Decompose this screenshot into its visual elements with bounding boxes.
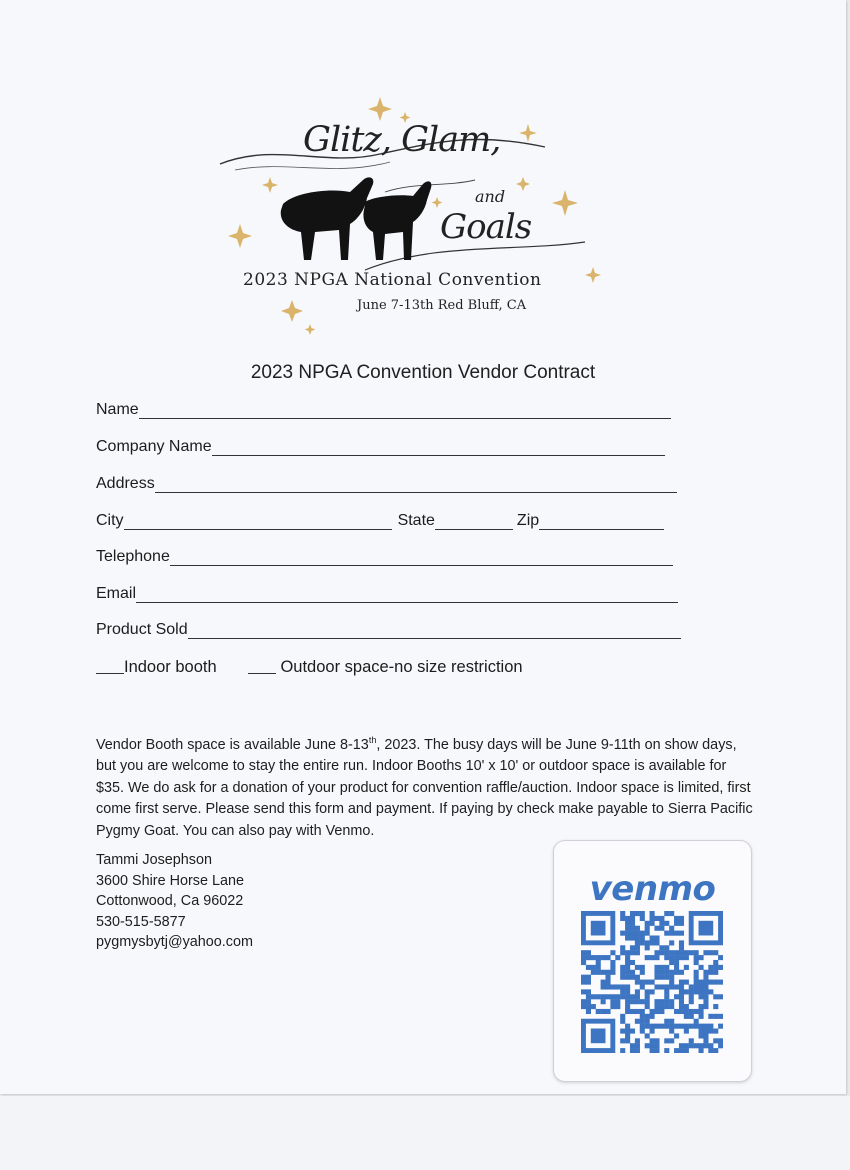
email-label: Email xyxy=(96,585,137,602)
city-label: City xyxy=(96,512,124,529)
product-label: Product Sold xyxy=(96,621,188,638)
goat-silhouettes xyxy=(281,177,432,260)
contact-street: 3600 Shire Horse Lane xyxy=(96,872,245,889)
telephone-field[interactable] xyxy=(96,548,673,566)
logo-title-line2: and xyxy=(475,187,506,206)
email-field[interactable] xyxy=(96,585,678,603)
venmo-card xyxy=(553,840,752,1082)
vendor-info-paragraph xyxy=(96,730,756,842)
city-state-zip-field[interactable] xyxy=(96,512,664,530)
logo-title-line3: Goals xyxy=(440,207,532,247)
venmo-logo: venmo xyxy=(589,869,716,909)
contact-city: Cottonwood, Ca 96022 xyxy=(96,893,244,909)
indoor-checkbox[interactable] xyxy=(96,658,124,674)
logo-title-line1: Glitz, Glam, xyxy=(303,120,501,160)
outdoor-label: Outdoor space-no size restriction xyxy=(280,658,523,676)
email-line[interactable] xyxy=(136,586,678,603)
product-line[interactable] xyxy=(188,622,681,639)
zip-line[interactable] xyxy=(539,513,664,530)
booth-options xyxy=(96,658,523,677)
city-line[interactable] xyxy=(124,513,392,530)
para-superscript: th xyxy=(368,735,377,745)
contact-block xyxy=(96,850,253,953)
address-field[interactable] xyxy=(96,475,677,493)
address-label: Address xyxy=(96,475,155,492)
telephone-label: Telephone xyxy=(96,548,170,565)
para-text-1: Vendor Booth space is available June 8-13 xyxy=(96,736,369,753)
name-field[interactable] xyxy=(96,401,671,419)
logo-dates: June 7-13th Red Bluff, CA xyxy=(357,298,527,313)
convention-logo xyxy=(215,92,615,342)
contact-phone: 530-515-5877 xyxy=(96,913,186,930)
logo-subtitle: 2023 NPGA National Convention xyxy=(243,270,542,290)
contact-name: Tammi Josephson xyxy=(96,852,212,868)
telephone-line[interactable] xyxy=(170,549,673,566)
venmo-qr-code-icon xyxy=(581,911,723,1053)
company-line[interactable] xyxy=(212,439,665,456)
contact-email: pygmysbytj@yahoo.com xyxy=(96,934,253,950)
state-line[interactable] xyxy=(435,513,513,530)
address-line[interactable] xyxy=(155,476,677,493)
para-text-2: , 2023. The busy days will be June 9-11th on show days, but you are welcome to stay the entire run. Indoor Booths 10' x 10' or outdoor space is available for $35. We do ask for a donation of your product for convention raffle/auction. Indoor space is limited, first come first serve. Please send this form and payment. If paying by check make payable to Sierra Pacific Pygmy Goat. You can also pay with Venmo. xyxy=(96,736,753,839)
company-label: Company Name xyxy=(96,438,212,455)
indoor-label: Indoor booth xyxy=(124,658,217,676)
company-field[interactable] xyxy=(96,438,665,456)
state-label: State xyxy=(397,512,435,529)
product-field[interactable] xyxy=(96,621,681,639)
zip-label: Zip xyxy=(516,512,540,529)
scan-background xyxy=(0,1096,850,1170)
name-line[interactable] xyxy=(139,402,671,419)
outdoor-checkbox[interactable] xyxy=(248,658,276,674)
name-label: Name xyxy=(96,401,139,418)
contract-title: 2023 NPGA Convention Vendor Contract xyxy=(250,362,596,383)
